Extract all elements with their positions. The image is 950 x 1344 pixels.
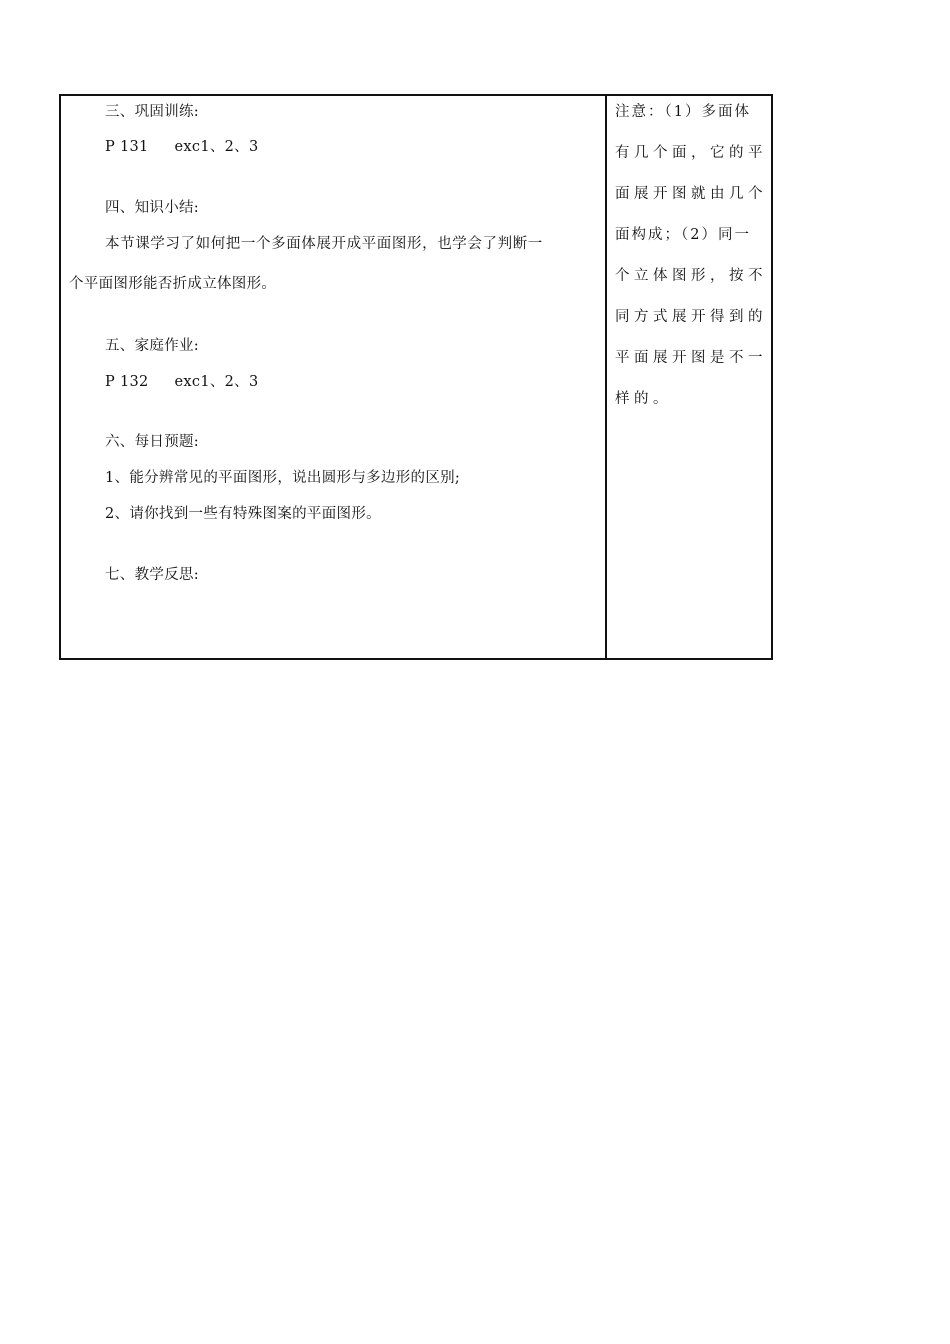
section6-item1: 1、能分辨常见的平面图形，说出圆形与多边形的区别; bbox=[105, 470, 461, 486]
side-note-line: 注意：（1）多面体 bbox=[615, 104, 751, 120]
section7-heading: 七、教学反思: bbox=[105, 567, 199, 583]
section4-text-line2: 个平面图形能否折成立体图形。 bbox=[69, 276, 277, 292]
side-note-line: 同方式展开得到的 bbox=[615, 309, 767, 325]
section3-exercises: exc1、2、3 bbox=[174, 139, 259, 155]
section4-text-line1: 本节课学习了如何把一个多面体展开成平面图形，也学会了判断一 bbox=[105, 236, 543, 252]
section5-page: P 132 bbox=[105, 374, 149, 390]
section5-assignment bbox=[105, 372, 259, 392]
section3-heading: 三、巩固训练: bbox=[105, 104, 199, 120]
side-note-cell bbox=[607, 96, 771, 658]
side-note-line: 面构成；（2）同一 bbox=[615, 227, 751, 243]
section6-heading: 六、每日预题: bbox=[105, 434, 199, 450]
lesson-table bbox=[59, 94, 773, 660]
section3-page: P 131 bbox=[105, 139, 149, 155]
side-note-line: 有几个面，它的平 bbox=[615, 145, 767, 161]
section4-heading: 四、知识小结: bbox=[105, 200, 199, 216]
section3-assignment bbox=[105, 137, 259, 157]
side-note-line: 个立体图形，按不 bbox=[615, 268, 767, 284]
section5-heading: 五、家庭作业: bbox=[105, 338, 199, 354]
section6-item2: 2、请你找到一些有特殊图案的平面图形。 bbox=[105, 506, 381, 522]
main-content-cell bbox=[61, 96, 607, 658]
section5-exercises: exc1、2、3 bbox=[174, 374, 259, 390]
side-note-line: 平面展开图是不一 bbox=[615, 350, 767, 366]
side-note-line: 样的。 bbox=[615, 391, 672, 407]
side-note-line: 面展开图就由几个 bbox=[615, 186, 767, 202]
